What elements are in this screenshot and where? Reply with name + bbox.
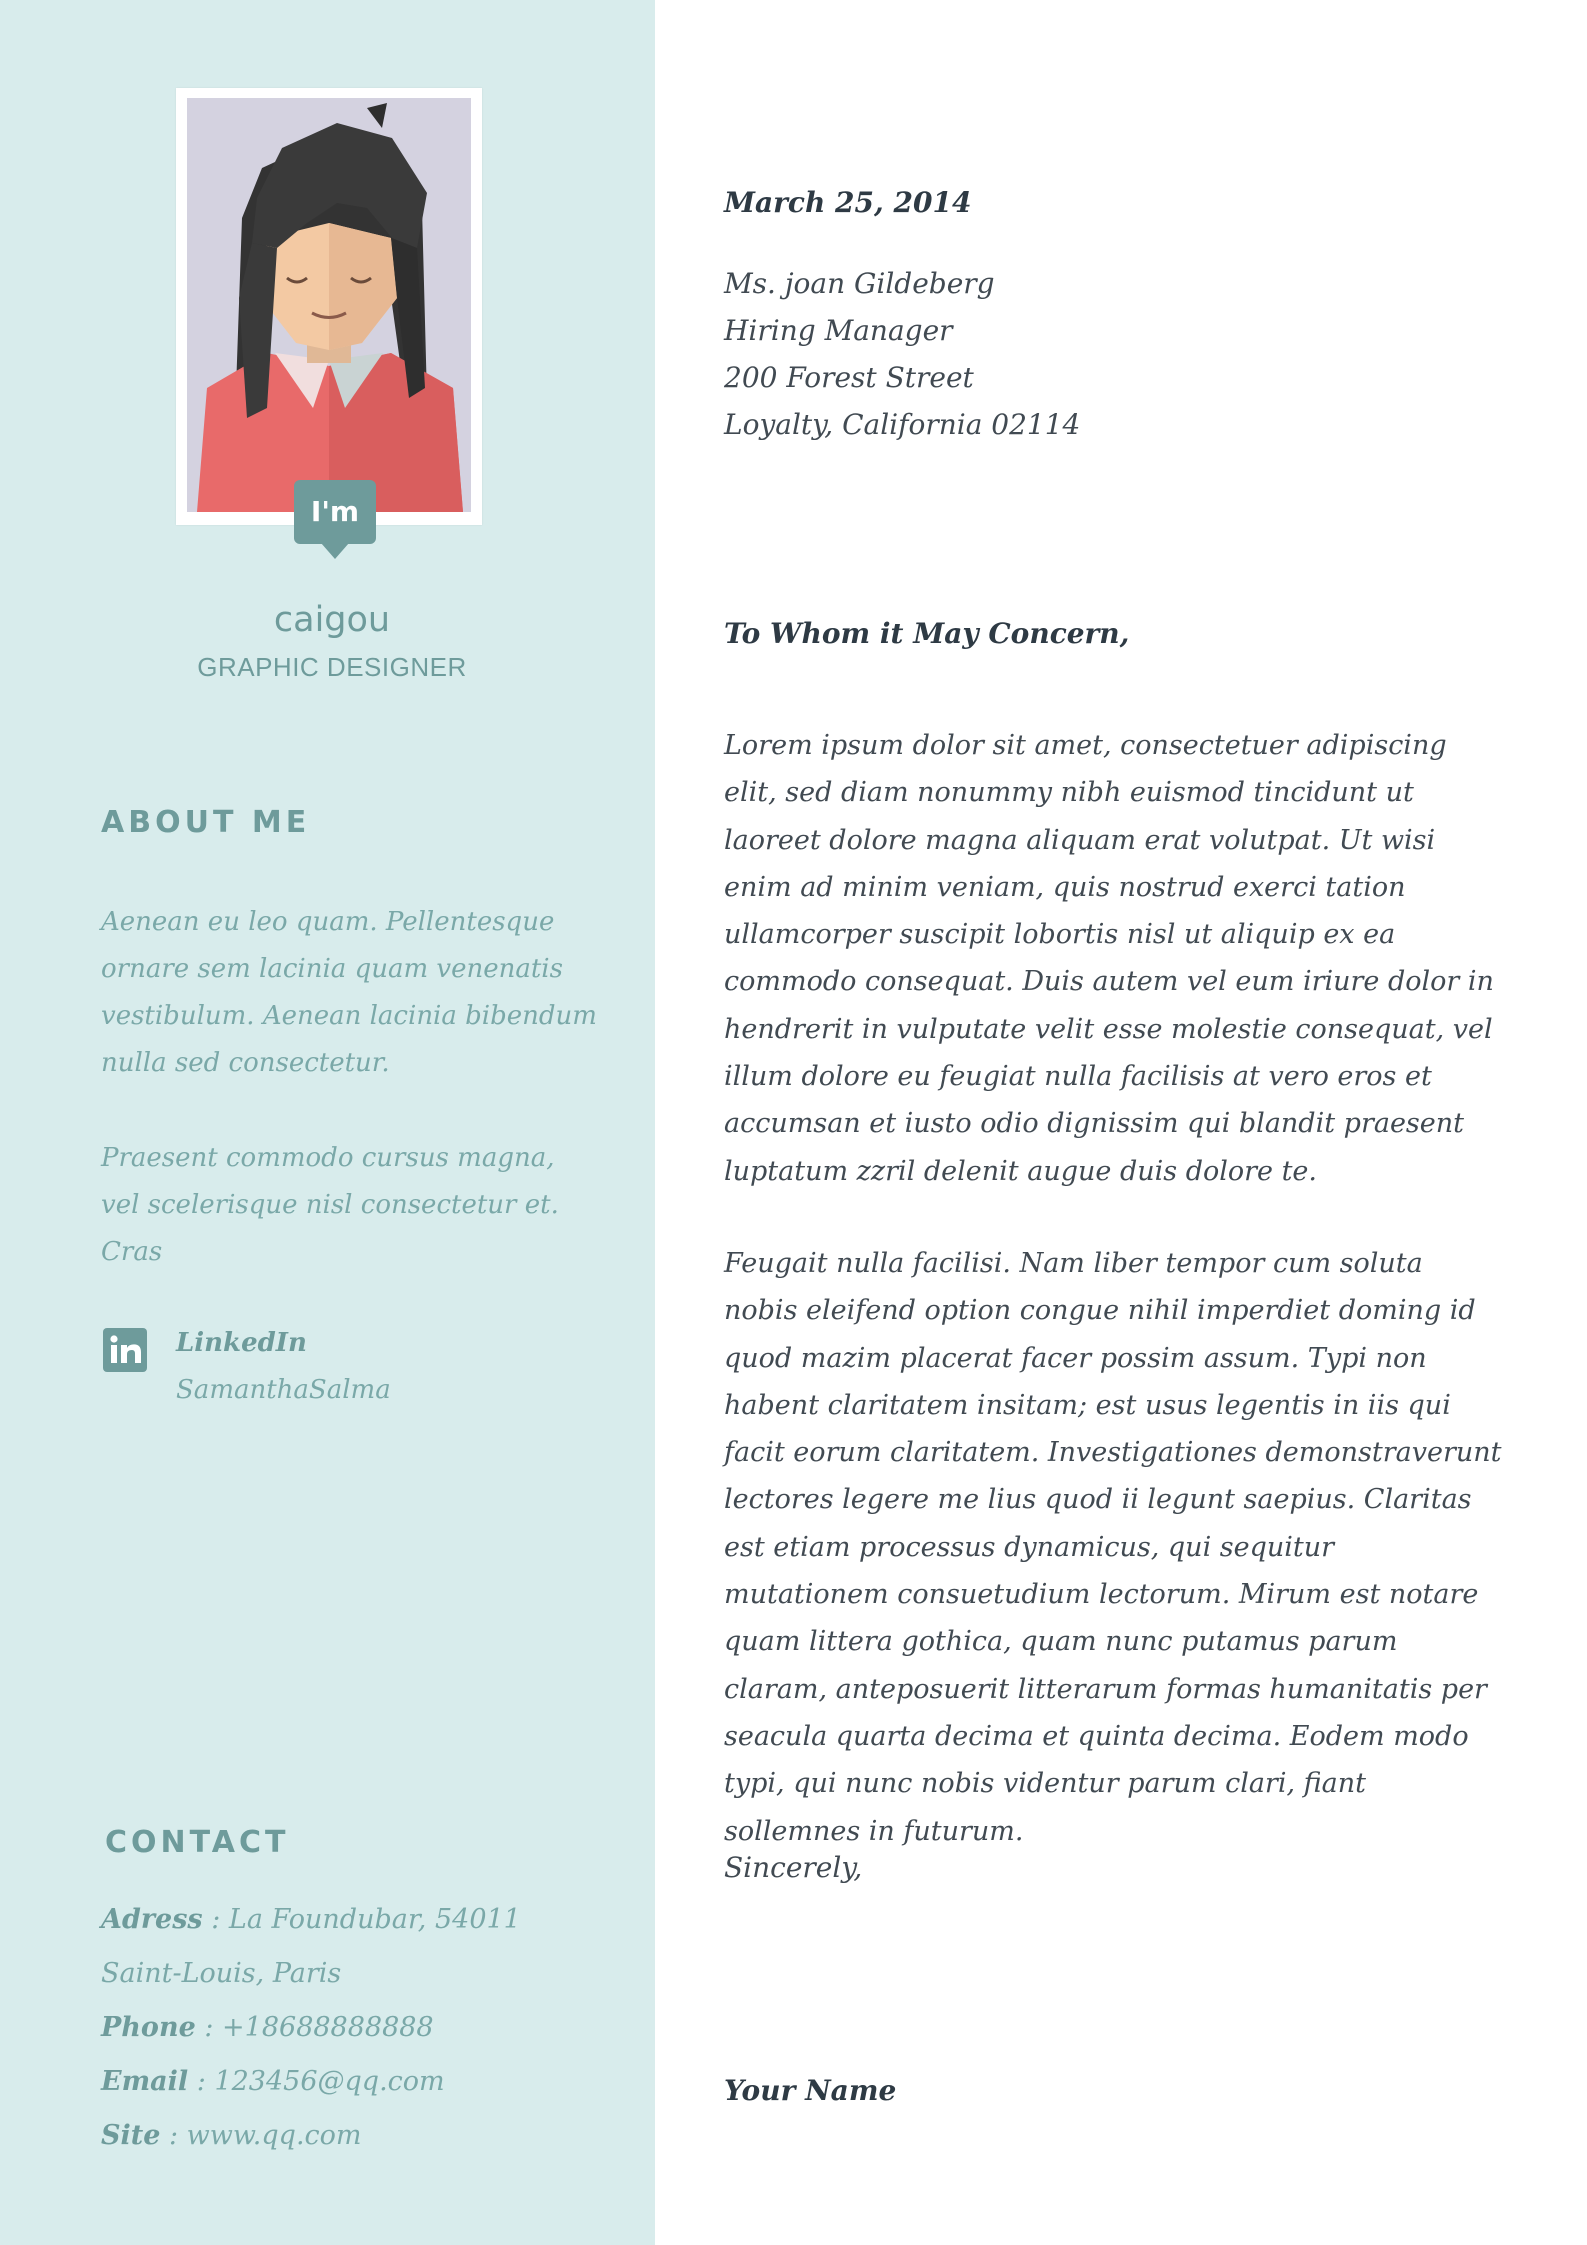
phone-value: +18688888888 [222,2012,434,2043]
contact-heading: CONTACT [105,1825,290,1860]
letter-paragraph: Lorem ipsum dolor sit amet, consectetuer adipiscing elit, sed diam nonummy nibh euismod tincidunt ut laoreet dolore magna aliquam erat volutpat. Ut wisi enim ad minim veniam, quis nostrud exerci tation ullamcorper suscipit lobortis nisl ut aliquip ex ea commodo consequat. Duis autem vel eum iriure dolor in hendrerit in vulputate velit esse molestie consequat, vel illum dolore eu feugiat nulla facilisis at vero eros et accumsan et iusto odio dignissim qui blandit praesent luptatum zzril delenit augue duis dolore te. [724,730,1494,1187]
about-paragraph: Aenean eu leo quam. Pellentesque ornare sem lacinia quam venenatis vestibulum. Aenean lacinia bibendum nulla sed consectetur. [101,907,597,1078]
address-label: Adress [101,1904,203,1935]
about-heading: ABOUT ME [101,805,311,840]
address-line2: Saint-Louis, Paris [101,1958,342,1989]
person-role: GRAPHIC DESIGNER [197,652,467,682]
contact-address: Adress : La Foundubar, 54011 [101,1904,521,1935]
linkedin-icon[interactable] [103,1328,147,1372]
recipient-line: 200 Forest Street [724,361,974,394]
site-value[interactable]: www.qq.com [186,2120,362,2151]
recipient-line: Ms. joan Gildeberg [724,267,995,300]
person-name: caigou [273,600,391,640]
contact-phone: Phone : +18688888888 [101,2012,434,2043]
contact-site: Site : www.qq.com [101,2120,362,2151]
letter-signature: Your Name [724,2074,897,2107]
avatar [187,98,471,512]
site-label: Site [101,2120,161,2151]
recipient-line: Hiring Manager [724,314,953,347]
address-line1: La Foundubar, 54011 [228,1904,521,1935]
letter-date: March 25, 2014 [724,186,972,219]
about-paragraph: Praesent commodo cursus magna, vel scelerisque nisl consectetur et. Cras [101,1143,559,1267]
letter-greeting: To Whom it May Concern, [724,617,1130,650]
phone-label: Phone [101,2012,196,2043]
email-value[interactable]: 123456@qq.com [214,2066,445,2097]
letter-closing: Sincerely, [724,1851,863,1884]
email-label: Email [101,2066,189,2097]
recipient-line: Loyalty, California 02114 [724,408,1081,441]
linkedin-title: LinkedIn [176,1328,307,1358]
im-badge: I'm [294,480,376,544]
letter-paragraph: Feugait nulla facilisi. Nam liber tempor cum soluta nobis eleifend option congue nihil imperdiet doming id quod mazim placerat facer possim assum. Typi non habent claritatem insitam; est usus legentis in iis qui facit eorum claritatem. Investigationes demonstraverunt lectores legere me lius quod ii legunt saepius. Claritas est etiam processus dynamicus, qui sequitur mutationem consuetudium lectorum. Mirum est notare quam littera gothica, quam nunc putamus parum claram, anteposuerit litterarum formas humanitatis per seacula quarta decima et quinta decima. Eodem modo typi, qui nunc nobis videntur parum clari, fiant sollemnes in futurum. [724,1248,1502,1847]
linkedin-handle[interactable]: SamanthaSalma [176,1375,391,1405]
profile-photo [176,88,482,525]
contact-email: Email : 123456@qq.com [101,2066,445,2097]
